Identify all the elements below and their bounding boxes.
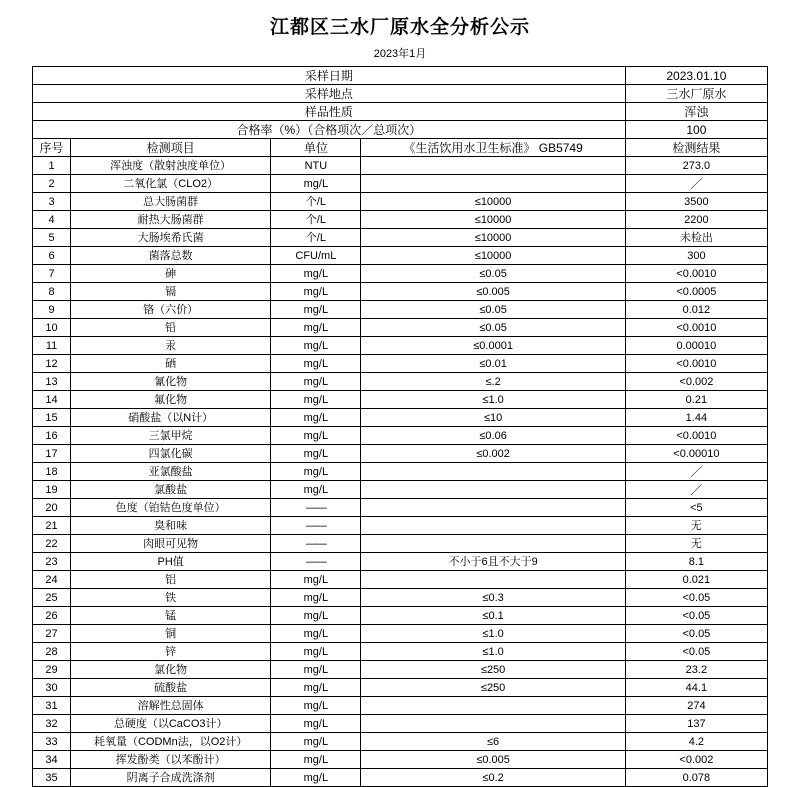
table-row bbox=[33, 247, 768, 265]
table-row bbox=[33, 715, 768, 733]
cell-unit: mg/L bbox=[271, 301, 361, 319]
cell-result: 0.00010 bbox=[625, 337, 767, 355]
sample-nature-label: 样品性质 bbox=[33, 103, 626, 121]
cell-standard: ≤0.3 bbox=[361, 589, 625, 607]
table-row bbox=[33, 643, 768, 661]
cell-item: 肉眼可见物 bbox=[71, 535, 271, 553]
cell-unit: NTU bbox=[271, 157, 361, 175]
cell-item: 硒 bbox=[71, 355, 271, 373]
cell-item: 镉 bbox=[71, 283, 271, 301]
table-row bbox=[33, 499, 768, 517]
cell-result: 273.0 bbox=[625, 157, 767, 175]
cell-result: 137 bbox=[625, 715, 767, 733]
cell-result: <0.0010 bbox=[625, 319, 767, 337]
cell-seq: 27 bbox=[33, 625, 71, 643]
cell-item: 亚氯酸盐 bbox=[71, 463, 271, 481]
cell-unit: mg/L bbox=[271, 337, 361, 355]
cell-seq: 16 bbox=[33, 427, 71, 445]
cell-result: 无 bbox=[625, 535, 767, 553]
cell-result: <0.002 bbox=[625, 373, 767, 391]
cell-result: <0.05 bbox=[625, 589, 767, 607]
cell-item: 氯化物 bbox=[71, 661, 271, 679]
table-row bbox=[33, 751, 768, 769]
cell-standard bbox=[361, 715, 625, 733]
cell-item: 总大肠菌群 bbox=[71, 193, 271, 211]
cell-unit: mg/L bbox=[271, 445, 361, 463]
cell-standard: ≤10000 bbox=[361, 247, 625, 265]
cell-unit: mg/L bbox=[271, 625, 361, 643]
table-row bbox=[33, 481, 768, 499]
cell-seq: 25 bbox=[33, 589, 71, 607]
cell-item: 氟化物 bbox=[71, 391, 271, 409]
column-header-standard: 《生活饮用水卫生标准》 GB5749 bbox=[361, 139, 625, 157]
cell-result: 未检出 bbox=[625, 229, 767, 247]
cell-standard: ≤0.05 bbox=[361, 265, 625, 283]
cell-unit: 个/L bbox=[271, 229, 361, 247]
water-analysis-table bbox=[32, 66, 768, 787]
column-header-result: 检测结果 bbox=[625, 139, 767, 157]
column-header-unit: 单位 bbox=[271, 139, 361, 157]
cell-standard: ≤10000 bbox=[361, 193, 625, 211]
sampling-date-label: 采样日期 bbox=[33, 67, 626, 85]
column-header-seq: 序号 bbox=[33, 139, 71, 157]
cell-standard bbox=[361, 175, 625, 193]
cell-item: 耐热大肠菌群 bbox=[71, 211, 271, 229]
cell-standard bbox=[361, 157, 625, 175]
cell-item: 总硬度（以CaCO3计） bbox=[71, 715, 271, 733]
cell-result: <0.0010 bbox=[625, 355, 767, 373]
cell-seq: 23 bbox=[33, 553, 71, 571]
cell-item: 菌落总数 bbox=[71, 247, 271, 265]
table-row bbox=[33, 409, 768, 427]
cell-seq: 11 bbox=[33, 337, 71, 355]
cell-standard: ≤0.002 bbox=[361, 445, 625, 463]
table-row bbox=[33, 211, 768, 229]
cell-unit: 个/L bbox=[271, 211, 361, 229]
cell-seq: 22 bbox=[33, 535, 71, 553]
cell-seq: 7 bbox=[33, 265, 71, 283]
cell-unit: mg/L bbox=[271, 283, 361, 301]
table-row bbox=[33, 571, 768, 589]
cell-result: 8.1 bbox=[625, 553, 767, 571]
cell-result: 3500 bbox=[625, 193, 767, 211]
table-row bbox=[33, 607, 768, 625]
cell-seq: 33 bbox=[33, 733, 71, 751]
cell-unit: mg/L bbox=[271, 697, 361, 715]
cell-item: 铜 bbox=[71, 625, 271, 643]
cell-result: <0.00010 bbox=[625, 445, 767, 463]
cell-unit: mg/L bbox=[271, 481, 361, 499]
cell-standard: ≤10 bbox=[361, 409, 625, 427]
cell-standard bbox=[361, 499, 625, 517]
cell-item: 色度（铂钴色度单位） bbox=[71, 499, 271, 517]
cell-standard: ≤0.0001 bbox=[361, 337, 625, 355]
cell-unit: mg/L bbox=[271, 751, 361, 769]
cell-seq: 32 bbox=[33, 715, 71, 733]
cell-unit: mg/L bbox=[271, 175, 361, 193]
cell-item: 四氯化碳 bbox=[71, 445, 271, 463]
table-body bbox=[33, 67, 768, 787]
cell-unit: mg/L bbox=[271, 427, 361, 445]
cell-seq: 31 bbox=[33, 697, 71, 715]
cell-result: 2200 bbox=[625, 211, 767, 229]
cell-unit: mg/L bbox=[271, 409, 361, 427]
cell-item: 大肠埃希氏菌 bbox=[71, 229, 271, 247]
table-row bbox=[33, 625, 768, 643]
cell-unit: mg/L bbox=[271, 463, 361, 481]
cell-result: <5 bbox=[625, 499, 767, 517]
table-row bbox=[33, 427, 768, 445]
cell-standard bbox=[361, 571, 625, 589]
cell-item: 阴离子合成洗涤剂 bbox=[71, 769, 271, 787]
cell-standard: ≤0.005 bbox=[361, 751, 625, 769]
pass-rate-value: 100 bbox=[625, 121, 767, 139]
cell-seq: 35 bbox=[33, 769, 71, 787]
table-row bbox=[33, 193, 768, 211]
cell-standard bbox=[361, 481, 625, 499]
cell-seq: 15 bbox=[33, 409, 71, 427]
sampling-location-label: 采样地点 bbox=[33, 85, 626, 103]
cell-item: 三氯甲烷 bbox=[71, 427, 271, 445]
cell-unit: mg/L bbox=[271, 319, 361, 337]
cell-item: 硝酸盐（以N计） bbox=[71, 409, 271, 427]
cell-standard: ≤1.0 bbox=[361, 625, 625, 643]
pass-rate-label: 合格率（%）（合格项次／总项次） bbox=[33, 121, 626, 139]
cell-result: <0.0005 bbox=[625, 283, 767, 301]
cell-seq: 20 bbox=[33, 499, 71, 517]
cell-item: 溶解性总固体 bbox=[71, 697, 271, 715]
table-row bbox=[33, 697, 768, 715]
table-row bbox=[33, 337, 768, 355]
cell-standard: ≤.2 bbox=[361, 373, 625, 391]
cell-result: <0.002 bbox=[625, 751, 767, 769]
cell-result: 274 bbox=[625, 697, 767, 715]
cell-standard: ≤0.1 bbox=[361, 607, 625, 625]
cell-standard: ≤250 bbox=[361, 679, 625, 697]
cell-standard: ≤6 bbox=[361, 733, 625, 751]
cell-unit: —— bbox=[271, 535, 361, 553]
table-row bbox=[33, 373, 768, 391]
cell-seq: 9 bbox=[33, 301, 71, 319]
cell-seq: 12 bbox=[33, 355, 71, 373]
column-header-row bbox=[33, 139, 768, 157]
cell-seq: 34 bbox=[33, 751, 71, 769]
cell-unit: mg/L bbox=[271, 769, 361, 787]
page-title: 江都区三水厂原水全分析公示 bbox=[269, 17, 530, 38]
cell-item: 铝 bbox=[71, 571, 271, 589]
cell-item: 挥发酚类（以苯酚计） bbox=[71, 751, 271, 769]
cell-result: 0.012 bbox=[625, 301, 767, 319]
cell-unit: —— bbox=[271, 499, 361, 517]
cell-standard: ≤0.01 bbox=[361, 355, 625, 373]
cell-item: 铅 bbox=[71, 319, 271, 337]
cell-item: 铬（六价） bbox=[71, 301, 271, 319]
cell-result: ／ bbox=[625, 175, 767, 193]
table-row bbox=[33, 589, 768, 607]
cell-seq: 17 bbox=[33, 445, 71, 463]
table-row bbox=[33, 769, 768, 787]
cell-unit: mg/L bbox=[271, 679, 361, 697]
cell-result: ／ bbox=[625, 481, 767, 499]
cell-result: 23.2 bbox=[625, 661, 767, 679]
cell-result: 4.2 bbox=[625, 733, 767, 751]
cell-seq: 1 bbox=[33, 157, 71, 175]
cell-seq: 10 bbox=[33, 319, 71, 337]
sampling-date-value: 2023.01.10 bbox=[625, 67, 767, 85]
cell-seq: 6 bbox=[33, 247, 71, 265]
cell-unit: mg/L bbox=[271, 355, 361, 373]
table-row bbox=[33, 355, 768, 373]
table-row bbox=[33, 679, 768, 697]
column-header-item: 检测项目 bbox=[71, 139, 271, 157]
cell-result: 0.078 bbox=[625, 769, 767, 787]
cell-standard bbox=[361, 535, 625, 553]
cell-seq: 29 bbox=[33, 661, 71, 679]
cell-result: 0.021 bbox=[625, 571, 767, 589]
table-row bbox=[33, 265, 768, 283]
cell-unit: —— bbox=[271, 517, 361, 535]
cell-standard: ≤10000 bbox=[361, 229, 625, 247]
cell-unit: mg/L bbox=[271, 733, 361, 751]
table-row bbox=[33, 229, 768, 247]
cell-unit: mg/L bbox=[271, 391, 361, 409]
cell-seq: 28 bbox=[33, 643, 71, 661]
cell-item: 氰化物 bbox=[71, 373, 271, 391]
cell-item: 氯酸盐 bbox=[71, 481, 271, 499]
cell-result: 1.44 bbox=[625, 409, 767, 427]
table-row bbox=[33, 463, 768, 481]
cell-result: 44.1 bbox=[625, 679, 767, 697]
sample-nature-value: 浑浊 bbox=[625, 103, 767, 121]
table-row bbox=[33, 535, 768, 553]
cell-unit: mg/L bbox=[271, 607, 361, 625]
cell-item: 砷 bbox=[71, 265, 271, 283]
cell-seq: 26 bbox=[33, 607, 71, 625]
cell-unit: mg/L bbox=[271, 373, 361, 391]
cell-unit: mg/L bbox=[271, 643, 361, 661]
cell-unit: mg/L bbox=[271, 715, 361, 733]
cell-seq: 5 bbox=[33, 229, 71, 247]
cell-standard: ≤10000 bbox=[361, 211, 625, 229]
cell-seq: 3 bbox=[33, 193, 71, 211]
table-row bbox=[33, 517, 768, 535]
header-row-sampling-location bbox=[33, 85, 768, 103]
cell-standard: ≤1.0 bbox=[361, 391, 625, 409]
cell-unit: 个/L bbox=[271, 193, 361, 211]
cell-result: <0.05 bbox=[625, 643, 767, 661]
cell-item: 锌 bbox=[71, 643, 271, 661]
cell-result: <0.0010 bbox=[625, 427, 767, 445]
table-row bbox=[33, 661, 768, 679]
cell-unit: mg/L bbox=[271, 265, 361, 283]
table-row bbox=[33, 157, 768, 175]
table-row bbox=[33, 553, 768, 571]
cell-item: 二氧化氯（CLO2） bbox=[71, 175, 271, 193]
table-row bbox=[33, 391, 768, 409]
cell-seq: 19 bbox=[33, 481, 71, 499]
cell-item: 汞 bbox=[71, 337, 271, 355]
table-row bbox=[33, 319, 768, 337]
cell-seq: 24 bbox=[33, 571, 71, 589]
cell-item: 耗氧量（CODMn法，以O2计） bbox=[71, 733, 271, 751]
cell-standard: ≤0.06 bbox=[361, 427, 625, 445]
cell-standard: ≤0.005 bbox=[361, 283, 625, 301]
cell-standard: ≤0.05 bbox=[361, 301, 625, 319]
header-row-sampling-date bbox=[33, 67, 768, 85]
header-row-pass-rate bbox=[33, 121, 768, 139]
cell-result: 300 bbox=[625, 247, 767, 265]
cell-unit: —— bbox=[271, 553, 361, 571]
cell-standard: ≤250 bbox=[361, 661, 625, 679]
cell-seq: 8 bbox=[33, 283, 71, 301]
cell-result: 无 bbox=[625, 517, 767, 535]
cell-item: PH值 bbox=[71, 553, 271, 571]
cell-item: 锰 bbox=[71, 607, 271, 625]
cell-standard: ≤1.0 bbox=[361, 643, 625, 661]
cell-result: 0.21 bbox=[625, 391, 767, 409]
cell-item: 铁 bbox=[71, 589, 271, 607]
cell-unit: CFU/mL bbox=[271, 247, 361, 265]
cell-standard: ≤0.2 bbox=[361, 769, 625, 787]
cell-seq: 18 bbox=[33, 463, 71, 481]
table-row bbox=[33, 733, 768, 751]
cell-result: <0.0010 bbox=[625, 265, 767, 283]
cell-unit: mg/L bbox=[271, 661, 361, 679]
cell-seq: 30 bbox=[33, 679, 71, 697]
sampling-location-value: 三水厂原水 bbox=[625, 85, 767, 103]
cell-seq: 4 bbox=[33, 211, 71, 229]
table-row bbox=[33, 175, 768, 193]
table-row bbox=[33, 445, 768, 463]
table-row bbox=[33, 301, 768, 319]
cell-standard bbox=[361, 517, 625, 535]
cell-seq: 2 bbox=[33, 175, 71, 193]
page-subtitle: 2023年1月 bbox=[373, 48, 427, 60]
cell-result: <0.05 bbox=[625, 625, 767, 643]
cell-standard bbox=[361, 697, 625, 715]
cell-result: <0.05 bbox=[625, 607, 767, 625]
cell-seq: 13 bbox=[33, 373, 71, 391]
cell-seq: 14 bbox=[33, 391, 71, 409]
cell-standard bbox=[361, 463, 625, 481]
cell-seq: 21 bbox=[33, 517, 71, 535]
table-row bbox=[33, 283, 768, 301]
cell-unit: mg/L bbox=[271, 589, 361, 607]
cell-standard: 不小于6且不大于9 bbox=[361, 553, 625, 571]
cell-item: 臭和味 bbox=[71, 517, 271, 535]
cell-item: 硫酸盐 bbox=[71, 679, 271, 697]
cell-standard: ≤0.05 bbox=[361, 319, 625, 337]
cell-item: 浑浊度（散射浊度单位） bbox=[71, 157, 271, 175]
header-row-sample-nature bbox=[33, 103, 768, 121]
cell-unit: mg/L bbox=[271, 571, 361, 589]
cell-result: ／ bbox=[625, 463, 767, 481]
